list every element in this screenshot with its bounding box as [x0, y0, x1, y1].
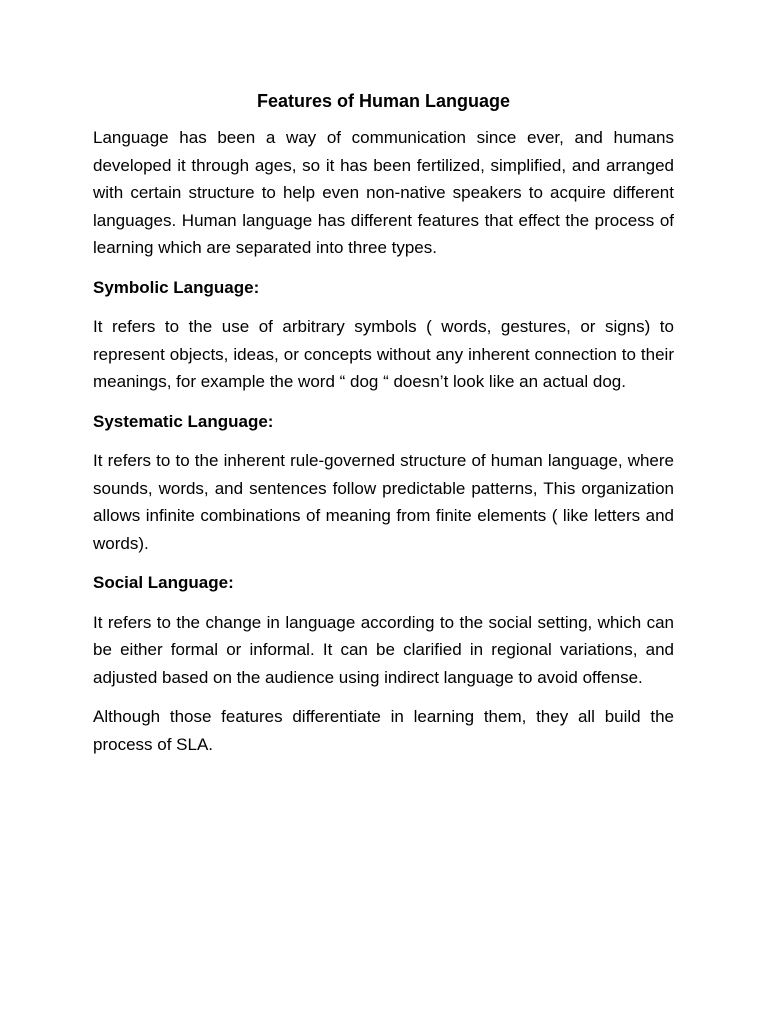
section-body-social: It refers to the change in language according to the social setting, which can be either formal or informal. It can be clarified in regional variations, and adjusted based on the audience using indirect language to avoid offense.	[93, 612, 674, 687]
document-body	[93, 88, 674, 770]
document-title: Features of Human Language	[256, 91, 511, 111]
intro-paragraph: Language has been a way of communication since ever, and humans developed it through ages, so it has been fertilized, simplified, and arranged with certain structure to help even non-native speakers to acquire different languages. Human language has different features that effect the process of learning which are separated into three types.	[93, 128, 674, 257]
section-heading-symbolic: Symbolic Language:	[93, 277, 260, 297]
section-heading-social: Social Language:	[93, 573, 234, 592]
conclusion-paragraph: Although those features differentiate in learning them, they all build the process of SLA.	[93, 707, 674, 754]
section-body-symbolic: It refers to the use of arbitrary symbols ( words, gestures, or signs) to represent objects, ideas, or concepts without any inherent connection to their meanings, for example the word “ dog “ doesn’t look like an actual dog.	[93, 317, 674, 391]
section-body-systematic: It refers to to the inherent rule-governed structure of human language, where sounds, words, and sentences follow predictable patterns, This organization allows infinite combinations of meaning from finite elements ( like letters and words).	[93, 451, 674, 553]
section-heading-systematic: Systematic Language:	[93, 411, 274, 431]
